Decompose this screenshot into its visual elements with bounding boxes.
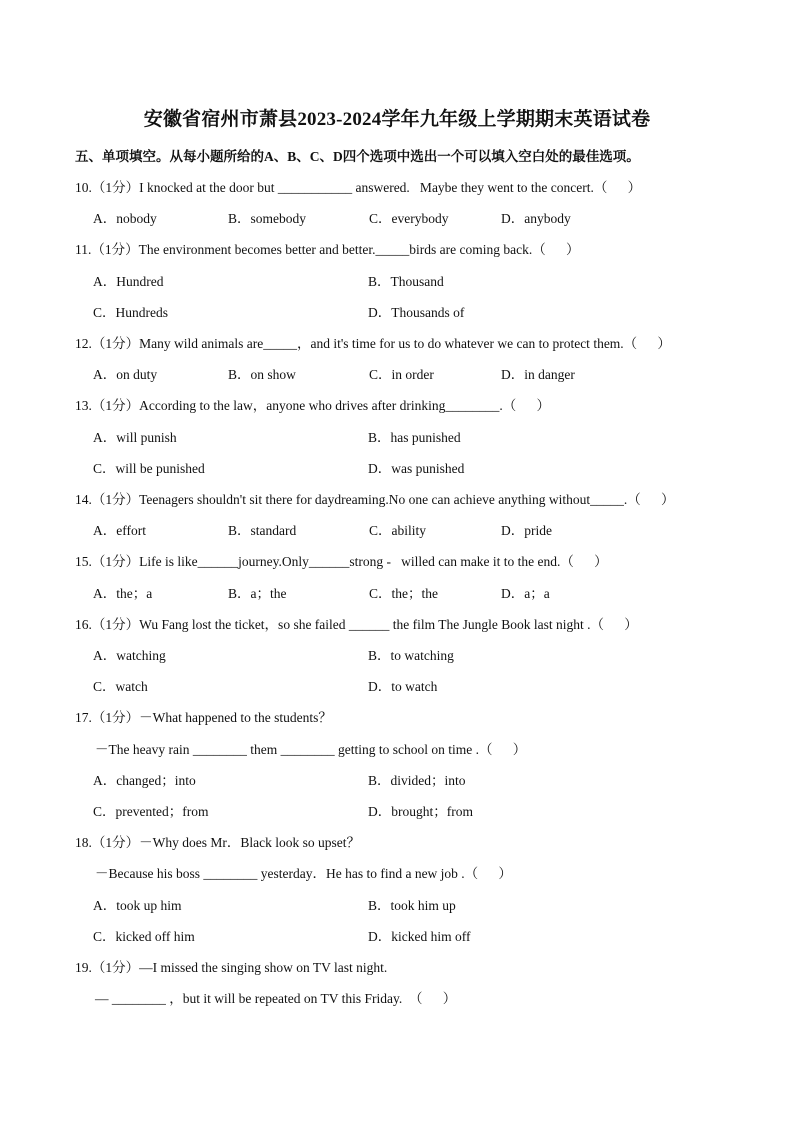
q10-option-a: A．nobody <box>93 211 157 226</box>
q11-option-c: C．Hundreds <box>93 305 168 320</box>
q13-option-a: A．will punish <box>93 430 177 445</box>
q18-option-a: A．took up him <box>93 898 182 913</box>
q11-option-b: B．Thousand <box>368 274 444 289</box>
section-instructions: 五、单项填空。从每小题所给的A、B、C、D四个选项中选出一个可以填入空白处的最佳选项。 <box>75 149 640 164</box>
q16-option-a: A．watching <box>93 648 166 663</box>
question-18-response: －Because his boss ________ yesterday．He has to find a new job .（ ） <box>95 866 512 881</box>
q15-option-c: C．the；the <box>369 586 438 601</box>
exam-title: 安徽省宿州市萧县2023-2024学年九年级上学期期末英语试卷 <box>143 109 651 130</box>
question-17-response: －The heavy rain ________ them ________ getting to school on time .（ ） <box>95 742 527 757</box>
q15-option-d: D．a；a <box>501 586 550 601</box>
question-10-stem: 10.（1分）I knocked at the door but ___________ answered. Maybe they went to the concert.（ ） <box>75 180 642 195</box>
q18-option-d: D．kicked him off <box>368 929 471 944</box>
question-12-stem: 12.（1分）Many wild animals are_____，and it's time for us to do whatever we can to protect them.（ ） <box>75 336 671 351</box>
q15-option-b: B．a；the <box>228 586 287 601</box>
q16-option-b: B．to watching <box>368 648 454 663</box>
question-11-stem: 11.（1分）The environment becomes better and better._____birds are coming back.（ ） <box>75 242 580 257</box>
q12-option-b: B．on show <box>228 367 296 382</box>
q14-option-a: A．effort <box>93 523 146 538</box>
q13-option-b: B．has punished <box>368 430 461 445</box>
question-16-stem: 16.（1分）Wu Fang lost the ticket，so she failed ______ the film The Jungle Book last night .（ ） <box>75 617 638 632</box>
q17-option-b: B．divided；into <box>368 773 466 788</box>
q16-option-d: D．to watch <box>368 679 438 694</box>
q10-option-c: C．everybody <box>369 211 449 226</box>
question-13-stem: 13.（1分）According to the law，anyone who drives after drinking________.（ ） <box>75 398 551 413</box>
q17-option-d: D．brought；from <box>368 804 473 819</box>
q11-option-d: D．Thousands of <box>368 305 465 320</box>
q16-option-c: C．watch <box>93 679 148 694</box>
q15-option-a: A．the；a <box>93 586 153 601</box>
question-19-response: — ________ ，but it will be repeated on TV this Friday. （ ） <box>95 991 457 1006</box>
q18-option-c: C．kicked off him <box>93 929 195 944</box>
q12-option-c: C．in order <box>369 367 434 382</box>
q14-option-c: C．ability <box>369 523 426 538</box>
q14-option-d: D．pride <box>501 523 552 538</box>
question-17-stem: 17.（1分）－What happened to the students？ <box>75 710 332 725</box>
q13-option-c: C．will be punished <box>93 461 205 476</box>
q10-option-b: B．somebody <box>228 211 307 226</box>
q14-option-b: B．standard <box>228 523 297 538</box>
q17-option-a: A．changed；into <box>93 773 196 788</box>
q12-option-d: D．in danger <box>501 367 575 382</box>
q18-option-b: B．took him up <box>368 898 456 913</box>
question-14-stem: 14.（1分）Teenagers shouldn't sit there for daydreaming.No one can achieve anything without_____.（ ） <box>75 492 675 507</box>
question-18-stem: 18.（1分）－Why does Mr．Black look so upset？ <box>75 835 360 850</box>
q17-option-c: C．prevented；from <box>93 804 209 819</box>
question-19-stem: 19.（1分）—I missed the singing show on TV last night. <box>75 960 388 975</box>
q13-option-d: D．was punished <box>368 461 465 476</box>
q10-option-d: D．anybody <box>501 211 571 226</box>
q12-option-a: A．on duty <box>93 367 158 382</box>
q11-option-a: A．Hundred <box>93 274 164 289</box>
question-15-stem: 15.（1分）Life is like______journey.Only______strong - willed can make it to the end.（ ） <box>75 554 608 569</box>
